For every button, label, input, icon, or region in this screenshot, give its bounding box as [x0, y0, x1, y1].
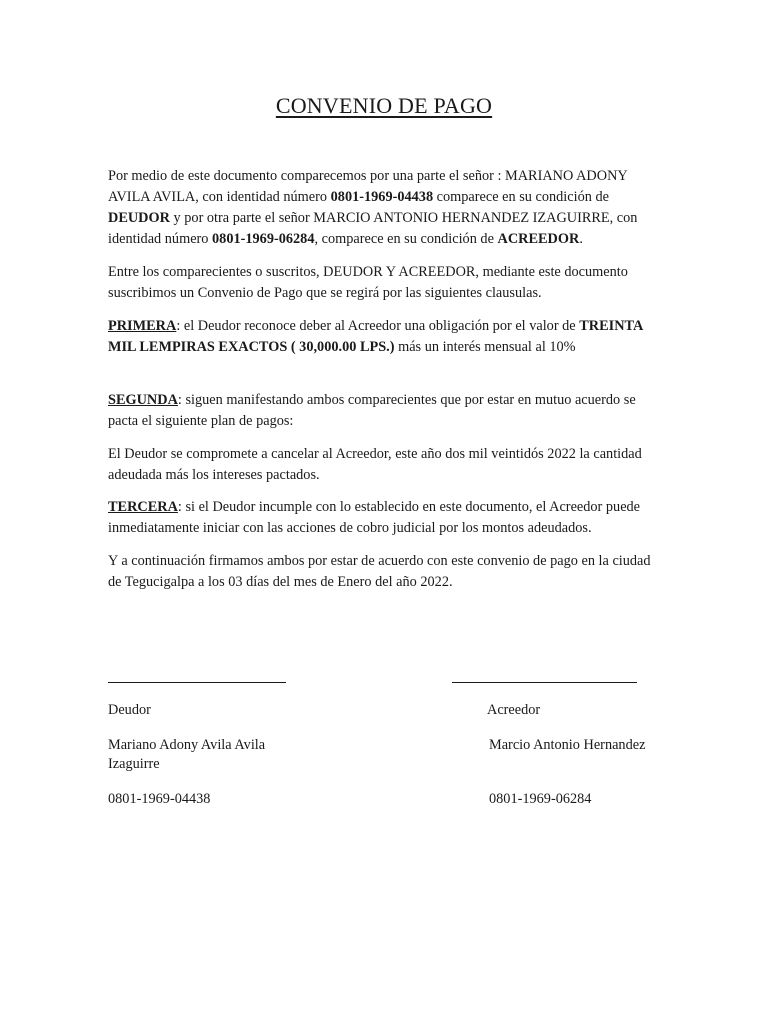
debtor-name-line1: Mariano Adony Avila Avila — [108, 737, 266, 753]
debtor-id-number: 0801-1969-04438 — [108, 791, 211, 807]
clause-segunda-text: : siguen manifestando ambos comparecientes que por estar en mutuo acuerdo se pacta el siguiente plan de pagos: — [108, 392, 636, 429]
debt-amount: TREINTA MIL LEMPIRAS EXACTOS ( 30,000.00 LPS.) — [108, 318, 643, 355]
intro-text-3: y por otra parte el señor MARCIO ANTONIO HERNANDEZ IZAGUIRRE, con identidad número — [108, 210, 638, 247]
debtor-signature-line — [108, 682, 286, 683]
creditor-id-number: 0801-1969-06284 — [489, 791, 592, 807]
payment-plan-paragraph — [108, 444, 664, 486]
parties-paragraph — [108, 262, 664, 304]
creditor-role: ACREEDOR — [497, 231, 580, 247]
clause-segunda-label: SEGUNDA — [108, 392, 178, 408]
intro-text-4: , comparece en su condición de — [314, 231, 498, 247]
creditor-name: Marcio Antonio Hernandez — [489, 737, 646, 753]
document-title: CONVENIO DE PAGO — [275, 93, 493, 118]
debtor-name-line2: Izaguirre — [108, 756, 160, 772]
closing-text: Y a continuación firmamos ambos por estar de acuerdo con este convenio de pago en la ciudad de Tegucigalpa a los 03 días del mes de Enero del año 2022. — [108, 553, 651, 590]
intro-text-2: comparece en su condición de — [433, 189, 609, 205]
creditor-signature-line — [452, 682, 637, 683]
closing-paragraph — [108, 551, 664, 593]
parties-text: Entre los comparecientes o suscritos, DEUDOR Y ACREEDOR, mediante este documento suscribimos un Convenio de Pago que se regirá por las siguientes clausulas. — [108, 264, 628, 301]
creditor-id: 0801-1969-06284 — [212, 231, 315, 247]
debtor-role-label: Deudor — [108, 702, 151, 718]
intro-paragraph — [108, 166, 664, 250]
clause-primera-text-2: más un interés mensual al 10% — [394, 339, 576, 355]
clause-primera-label: PRIMERA — [108, 318, 177, 334]
debtor-id: 0801-1969-04438 — [330, 189, 434, 205]
creditor-role-label: Acreedor — [487, 702, 541, 718]
clause-tercera-label: TERCERA — [108, 499, 178, 515]
clause-tercera-text: : si el Deudor incumple con lo establecido en este documento, el Acreedor puede inmediatamente iniciar con las acciones de cobro judicial por los montos adeudados. — [108, 499, 641, 536]
debtor-role: DEUDOR — [108, 210, 170, 226]
clause-segunda — [108, 390, 664, 432]
clause-primera — [108, 316, 664, 358]
clause-primera-text-1: : el Deudor reconoce deber al Acreedor una obligación por el valor de — [176, 318, 580, 334]
clause-tercera — [108, 497, 664, 539]
intro-text-5: . — [579, 231, 583, 247]
intro-text-1: Por medio de este documento comparecemos por una parte el señor : MARIANO ADONY AVILA AVILA, con identidad número — [108, 168, 628, 205]
payment-plan-text: El Deudor se compromete a cancelar al Acreedor, este año dos mil veintidós 2022 la cantidad adeudada más los intereses pactados. — [108, 446, 642, 483]
